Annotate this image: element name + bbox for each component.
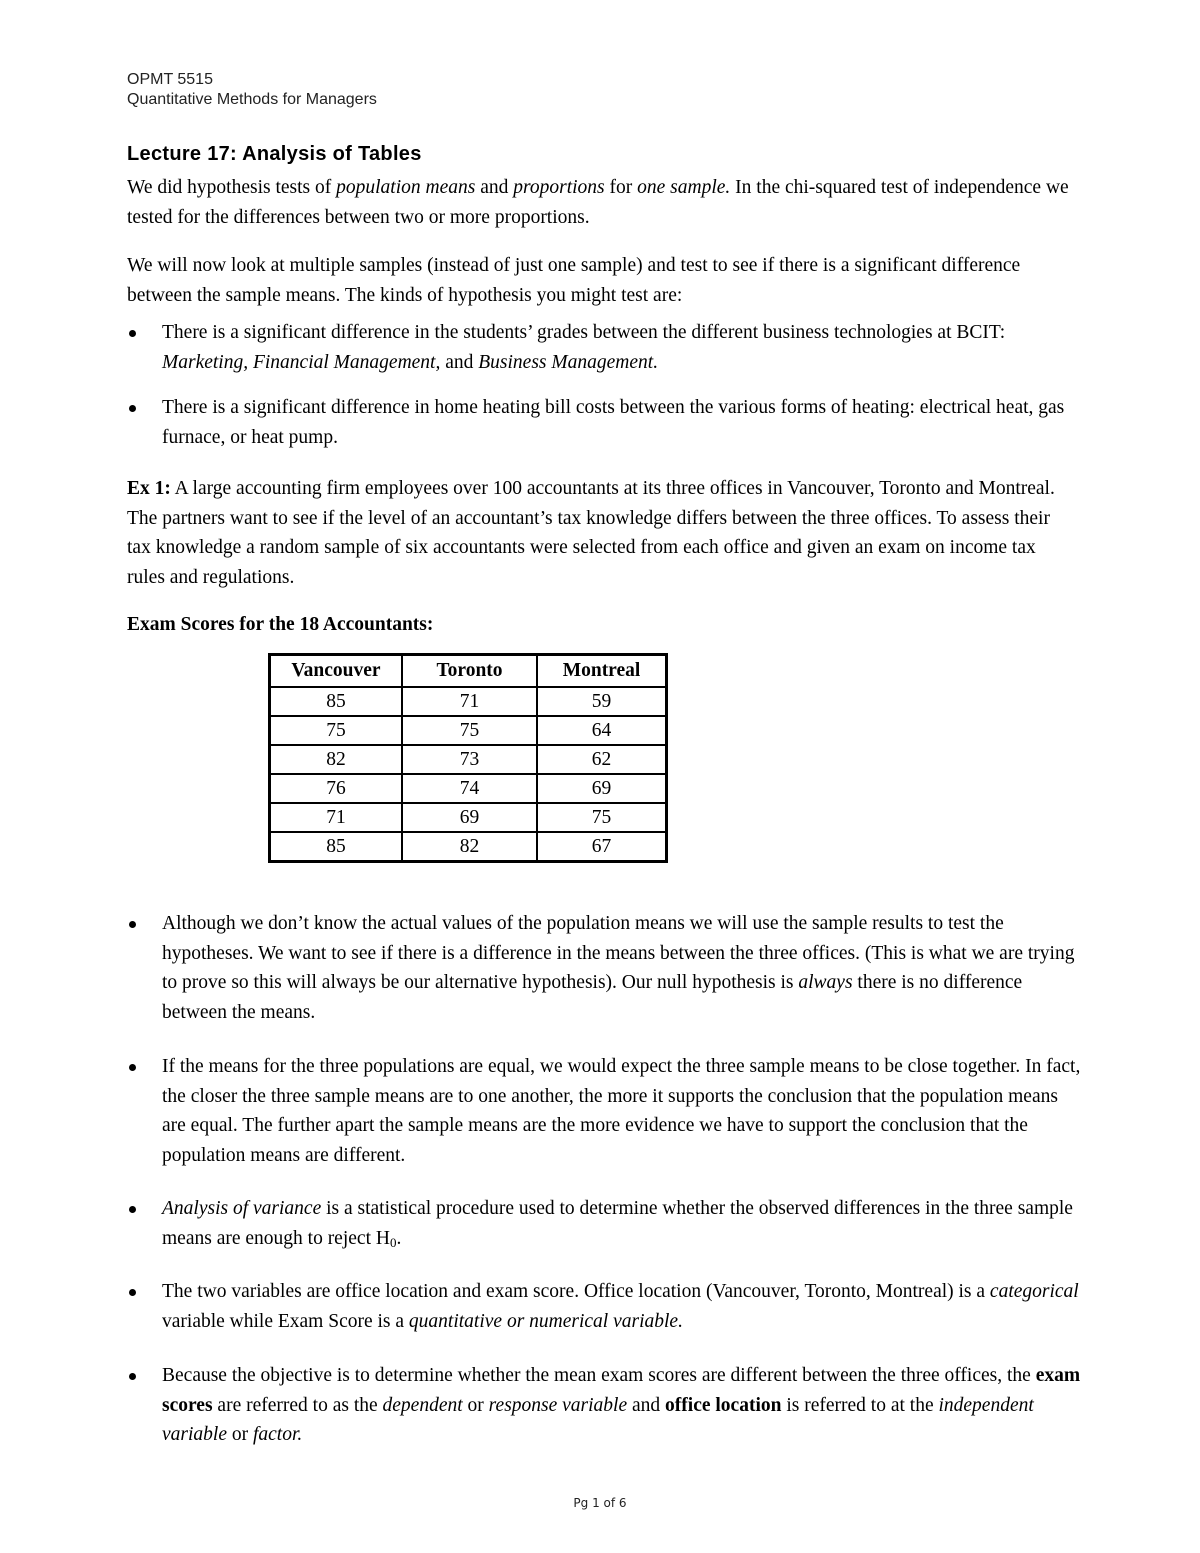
note-text: Because the objective is to determine whether the mean exam scores are different between the three offices, the exam scores are referred to as the dependent or response variable and office location is referred to at the independent variable or factor. xyxy=(162,1365,1081,1445)
table-cell: 69 xyxy=(537,774,667,803)
note-text: If the means for the three populations are equal, we would expect the three sample means to be close together. In fact, the closer the three sample means are to one another, the more it supports the conclusion that the population means are equal. The further apart the sample means are the more evidence we have to support the conclusion that the population means are different. xyxy=(162,1056,1081,1166)
table-cell: 64 xyxy=(537,716,667,745)
table-caption: Exam Scores for the 18 Accountants: xyxy=(127,614,434,635)
page-number: Pg 1 of 6 xyxy=(573,1496,627,1510)
note-text: Although we don’t know the actual values of the population means we will use the sample results to test the hypotheses. We want to see if there is a difference in the means between the three offices. (This is what we are trying to prove so this will always be our alternative hypothesis). Our null hypothesis is always there is no difference between the means. xyxy=(162,913,1075,1023)
table-cell: 75 xyxy=(537,803,667,832)
course-name: Quantitative Methods for Managers xyxy=(127,91,377,108)
table-cell: 71 xyxy=(270,803,403,832)
table-row xyxy=(270,716,667,745)
table-cell: 85 xyxy=(270,687,403,716)
table-cell: 82 xyxy=(270,745,403,774)
table-cell: 82 xyxy=(402,832,537,862)
table-row xyxy=(270,803,667,832)
table-cell: 62 xyxy=(537,745,667,774)
table-cell: 75 xyxy=(402,716,537,745)
table-cell: 76 xyxy=(270,774,403,803)
example-paragraph: Ex 1: A large accounting firm employees over 100 accountants at its three offices in Vancouver, Toronto and Montreal. The partners want to see if the level of an accountant’s tax knowledge differs between the three offices. To assess their tax knowledge a random sample of six accountants were selected from each office and given an exam on income tax rules and regulations. xyxy=(127,478,1055,588)
column-header-toronto: Toronto xyxy=(402,655,537,688)
hypothesis-text: There is a significant difference in home heating bill costs between the various forms of heating: electrical heat, gas furnace, or heat pump. xyxy=(162,397,1065,448)
lecture-title: Lecture 17: Analysis of Tables xyxy=(127,143,422,165)
bullet-icon xyxy=(129,1289,136,1296)
table-row xyxy=(270,832,667,862)
table-row xyxy=(270,745,667,774)
table-header-row xyxy=(270,655,667,688)
intro-paragraph-2: We will now look at multiple samples (instead of just one sample) and test to see if there is a significant difference between the sample means. The kinds of hypothesis you might test are: xyxy=(127,255,1021,306)
table-cell: 67 xyxy=(537,832,667,862)
table-cell: 73 xyxy=(402,745,537,774)
hypothesis-text: There is a significant difference in the students’ grades between the different business technologies at BCIT: Marketing, Financial Management, and Business Management. xyxy=(162,322,1006,373)
example-label: Ex 1: xyxy=(127,478,171,499)
intro-paragraph-1: We did hypothesis tests of population means and proportions for one sample. In the chi-squared test of independence we tested for the differences between two or more proportions. xyxy=(127,177,1069,228)
course-code: OPMT 5515 xyxy=(127,71,213,88)
table-cell: 75 xyxy=(270,716,403,745)
bullet-icon xyxy=(129,405,136,412)
note-text: Analysis of variance is a statistical procedure used to determine whether the observed differences in the three sample means are enough to reject $H_0$. xyxy=(162,1198,1073,1250)
bullet-icon xyxy=(129,330,136,337)
table-cell: 59 xyxy=(537,687,667,716)
table-cell: 85 xyxy=(270,832,403,862)
bullet-icon xyxy=(129,1373,136,1380)
column-header-montreal: Montreal xyxy=(537,655,667,688)
note-text: The two variables are office location and exam score. Office location (Vancouver, Toronto, Montreal) is a categorical variable while Exam Score is a quantitative or numerical variable. xyxy=(162,1281,1079,1332)
bullet-icon xyxy=(129,921,136,928)
table-cell: 74 xyxy=(402,774,537,803)
table-row xyxy=(270,687,667,716)
table-cell: 69 xyxy=(402,803,537,832)
table-row xyxy=(270,774,667,803)
table-cell: 71 xyxy=(402,687,537,716)
exam-scores-table xyxy=(268,653,668,863)
bullet-icon xyxy=(129,1206,136,1213)
bullet-icon xyxy=(129,1064,136,1071)
column-header-vancouver: Vancouver xyxy=(270,655,403,688)
